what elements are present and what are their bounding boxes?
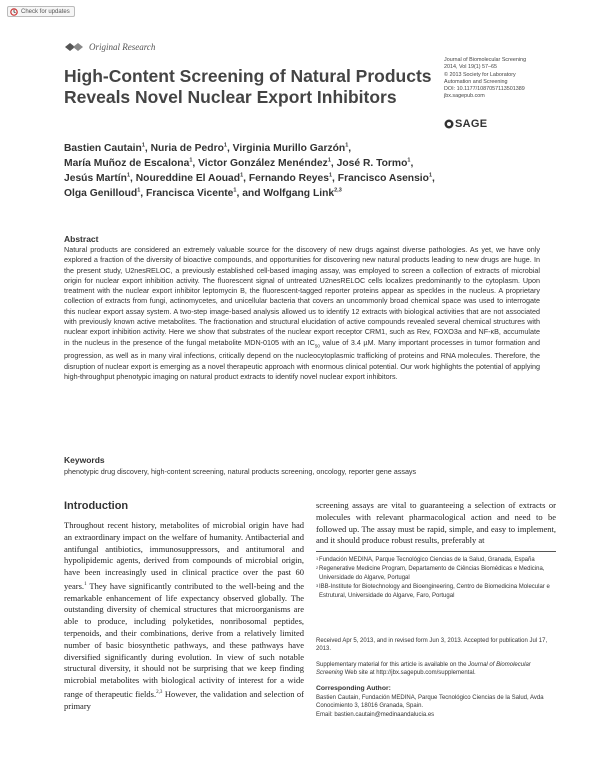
affiliation-item (316, 583, 556, 600)
author-name: Noureddine El Aouad (135, 173, 241, 184)
footnote-divider (316, 551, 556, 552)
abstract-text-part: value of 3.4 µM. Many important processes in tumor formation and progression, as well as in many viral infections, critically depend on the nucleocytoplasmic trafficking of proteins and RNA molecules. Therefore, the disruption of nuclear export is emerging as a novel therapeutic approach with enormous clinical potential. Our work highlights the potential of applying high-throughput phenotypic imaging on natural product extracts to identify novel nuclear export inhibitors. (64, 337, 540, 381)
affiliation-text: Fundación MEDINA, Parque Tecnológico Ciencias de la Salud, Granada, España (319, 557, 535, 563)
section-label (64, 40, 155, 54)
author-affiliation-mark: 1 (327, 157, 331, 164)
author-affiliation-mark: 1 (407, 157, 411, 164)
affiliation-text: Regenerative Medicine Program, Departamento de Ciências Biomédicas e Medicina, Universidade do Algarve, Portugal (319, 566, 545, 581)
author-affiliation-mark: 1 (240, 172, 244, 179)
journal-society: Automation and Screening (444, 78, 508, 85)
affiliations (316, 556, 556, 601)
author-affiliation-mark: 1 (141, 142, 145, 149)
author-name: Wolfgang Link (263, 188, 335, 199)
author-name: Virginia Murillo Garzón (232, 143, 346, 154)
author-line (64, 171, 554, 186)
affiliation-item (316, 565, 556, 582)
author-list (64, 141, 554, 201)
author-separator: , (243, 173, 249, 184)
introduction-column-1 (64, 520, 304, 712)
author-name: Bastien Cautain (64, 143, 142, 154)
author-line (64, 141, 554, 156)
journal-url[interactable]: jbx.sagepub.com (444, 93, 485, 100)
badge-label: Check for updates (21, 9, 70, 15)
supplementary-link[interactable]: Web site at http://jbx.sagepub.com/supplemental. (343, 670, 476, 677)
keywords-text: phenotypic drug discovery, high-content screening, natural products screening, oncology, reporter gene assays (64, 467, 417, 476)
author-affiliation-mark: 1 (223, 142, 227, 149)
author-affiliation-mark: 1 (328, 172, 333, 179)
affiliation-item (316, 556, 556, 564)
received-dates: Received Apr 5, 2013, and in revised form Jun 3, 2013. Accepted for publication Jul 17, 2013. (316, 638, 548, 653)
intro-text-part: Throughout recent history, metabolites of microbial origin have had an extraordinary impact on the welfare of humanity. Antibacterial and antifungal antibiotics, immunosuppressors, and antitumoral and hypolipidemic agents, derived from compounds of microbial origin, have been increasingly used in clinical practice over the past 60 years. (64, 520, 304, 591)
author-line (64, 156, 554, 171)
title-line-1: High-Content Screening of Natural Products (64, 66, 432, 86)
author-separator: , (140, 188, 147, 199)
corresponding-address: Bastien Cautain, Fundación MEDINA, Parque Tecnológico Ciencias de la Salud, Avda Conocimiento 3, 18016 Granada, Spain. (316, 695, 544, 710)
intro-text-part: However, the validation and selection of primary (64, 688, 304, 711)
corresponding-author (316, 694, 556, 719)
author-name: Fernando Reyes (248, 173, 329, 184)
journal-info (444, 57, 594, 101)
update-icon (10, 8, 18, 16)
abstract-heading: Abstract (64, 234, 99, 244)
author-separator: , (226, 143, 233, 154)
author-affiliation-mark: 1 (126, 172, 131, 179)
author-name: Olga Genilloud (64, 188, 138, 199)
author-separator: , (192, 158, 199, 169)
affiliation-mark: 3 (316, 583, 319, 589)
author-name: Victor González Menéndez (198, 158, 328, 169)
author-separator: , (410, 158, 414, 169)
publisher-name: SAGE (455, 118, 488, 130)
journal-volume: 2014, Vol 19(1) 57–65 (444, 64, 498, 71)
citation-mark[interactable]: 1 (84, 581, 87, 587)
author-separator: , (348, 143, 352, 154)
author-name: Jesús Martín (64, 173, 127, 184)
abstract-text-part: Natural products are considered an extremely valuable source for the discovery of new drugs against diverse pathologies. As yet, we have only explored a fraction of the diversity of bioactive compounds, and opportunities for discovering new natural products leading to new drugs are huge. In the present study, U2nesRELOC, a previously established cell-based imaging assay, was employed to screen a collection of extracts of microbial origin for nuclear export inhibition activity. The fluorescent signal of untreated U2nesRELOC cells localizes predominantly to the cytoplasm. Upon treatment with the nuclear export inhibitor leptomycin B, the fluorescent-tagged reporter proteins appear as speckles in the nucleus. A proprietary collection of extracts from fungi, actinomycetes, and unicellular bacteria that covers an uncommonly broad chemical space was used to interrogate this nuclear export assay system. A two-step image-based analysis allowed us to identify 12 extracts with biological activities that are not associated with previously known active metabolites. The fractionation and structural elucidation of active compounds revealed several chemical structures with nuclear export inhibition activity. Here we show that substrates of the nuclear export receptor CRM1, such as Rev, FOXO3a and NF-κB, accumulate in the nucleus in the presence of the fungal metabolite MDN-0105 with an IC (64, 245, 540, 347)
corresponding-author-heading: Corresponding Author: (316, 685, 391, 692)
introduction-heading: Introduction (64, 500, 129, 512)
author-affiliation-mark: 1 (345, 142, 349, 149)
author-separator: , (432, 173, 435, 184)
sage-logo (444, 118, 487, 130)
author-name: María Muñoz de Escalona (64, 158, 190, 169)
supplementary-text: Supplementary material for this article is available on the (316, 662, 469, 668)
paper-title (64, 66, 434, 108)
author-name: Nuria de Pedro (150, 143, 224, 154)
author-affiliation-mark: 1 (428, 172, 433, 179)
author-name: Francisca Vicente (146, 188, 234, 199)
intro-text-part: They have significantly contributed to the well-being and the remarkable enhancement of life expectancy observed globally. The outstanding diversity of chemical structures that microorganisms are able to produce, including polyketides, nonribosomal peptides, terpenoids, and their combinations, derive from a relatively limited number of basic biosynthetic pathways, and these pathways have diversified significantly during evolution. In view of such notable structural diversity, it should not be surprising that we keep finding microbial metabolites with biological activity of interest for a wide range of therapeutic fields. (64, 580, 304, 699)
author-affiliation-mark: 1 (233, 187, 237, 194)
supplementary-journal: Journal of Biomolecular Screening (316, 662, 531, 677)
affiliation-mark: 1 (316, 556, 319, 561)
author-name: Francisco Asensio (337, 173, 429, 184)
abstract-text (64, 245, 540, 382)
supplementary-note (316, 661, 556, 678)
keywords-heading: Keywords (64, 455, 105, 465)
author-separator: , (332, 173, 338, 184)
journal-name: Journal of Biomolecular Screening (444, 57, 527, 63)
author-separator: , (130, 173, 136, 184)
check-for-updates-badge[interactable] (7, 6, 75, 17)
affiliation-text: IBB-Institute for Biotechnology and Bioengineering, Centro de Biomedicina Molecular e Estrutural, Universidade do Algarve, Faro, Portugal (319, 584, 550, 599)
chevron-ornament-icon (64, 42, 86, 52)
corresponding-email[interactable]: Email: bastien.cautain@medinaandalucia.es (316, 711, 435, 718)
author-affiliation-mark: 2,3 (334, 187, 342, 194)
author-affiliation-mark: 1 (189, 157, 193, 164)
sage-mark-icon (444, 119, 454, 129)
author-name: José R. Tormo (336, 158, 408, 169)
journal-copyright: © 2013 Society for Laboratory (444, 71, 516, 78)
title-line-2: Reveals Novel Nuclear Export Inhibitors (64, 87, 397, 107)
author-separator: , (330, 158, 337, 169)
author-line (64, 186, 554, 201)
abstract-subscript: 50 (314, 343, 320, 349)
author-separator: , and (236, 188, 264, 199)
citation-mark[interactable]: 2,3 (156, 689, 163, 695)
author-affiliation-mark: 1 (137, 187, 141, 194)
section-name: Original Research (89, 42, 156, 52)
affiliation-mark: 2 (316, 565, 319, 571)
journal-doi[interactable]: DOI: 10.1177/1087057113501389 (444, 86, 525, 93)
author-separator: , (144, 143, 151, 154)
introduction-column-2: screening assays are vital to guaranteeing a selection of extracts or molecules with relevant pharmacological action and need to be followed up. The assay must be rapid, simple, and easy to implement, and it should produce robust results, preferably at (316, 500, 556, 546)
